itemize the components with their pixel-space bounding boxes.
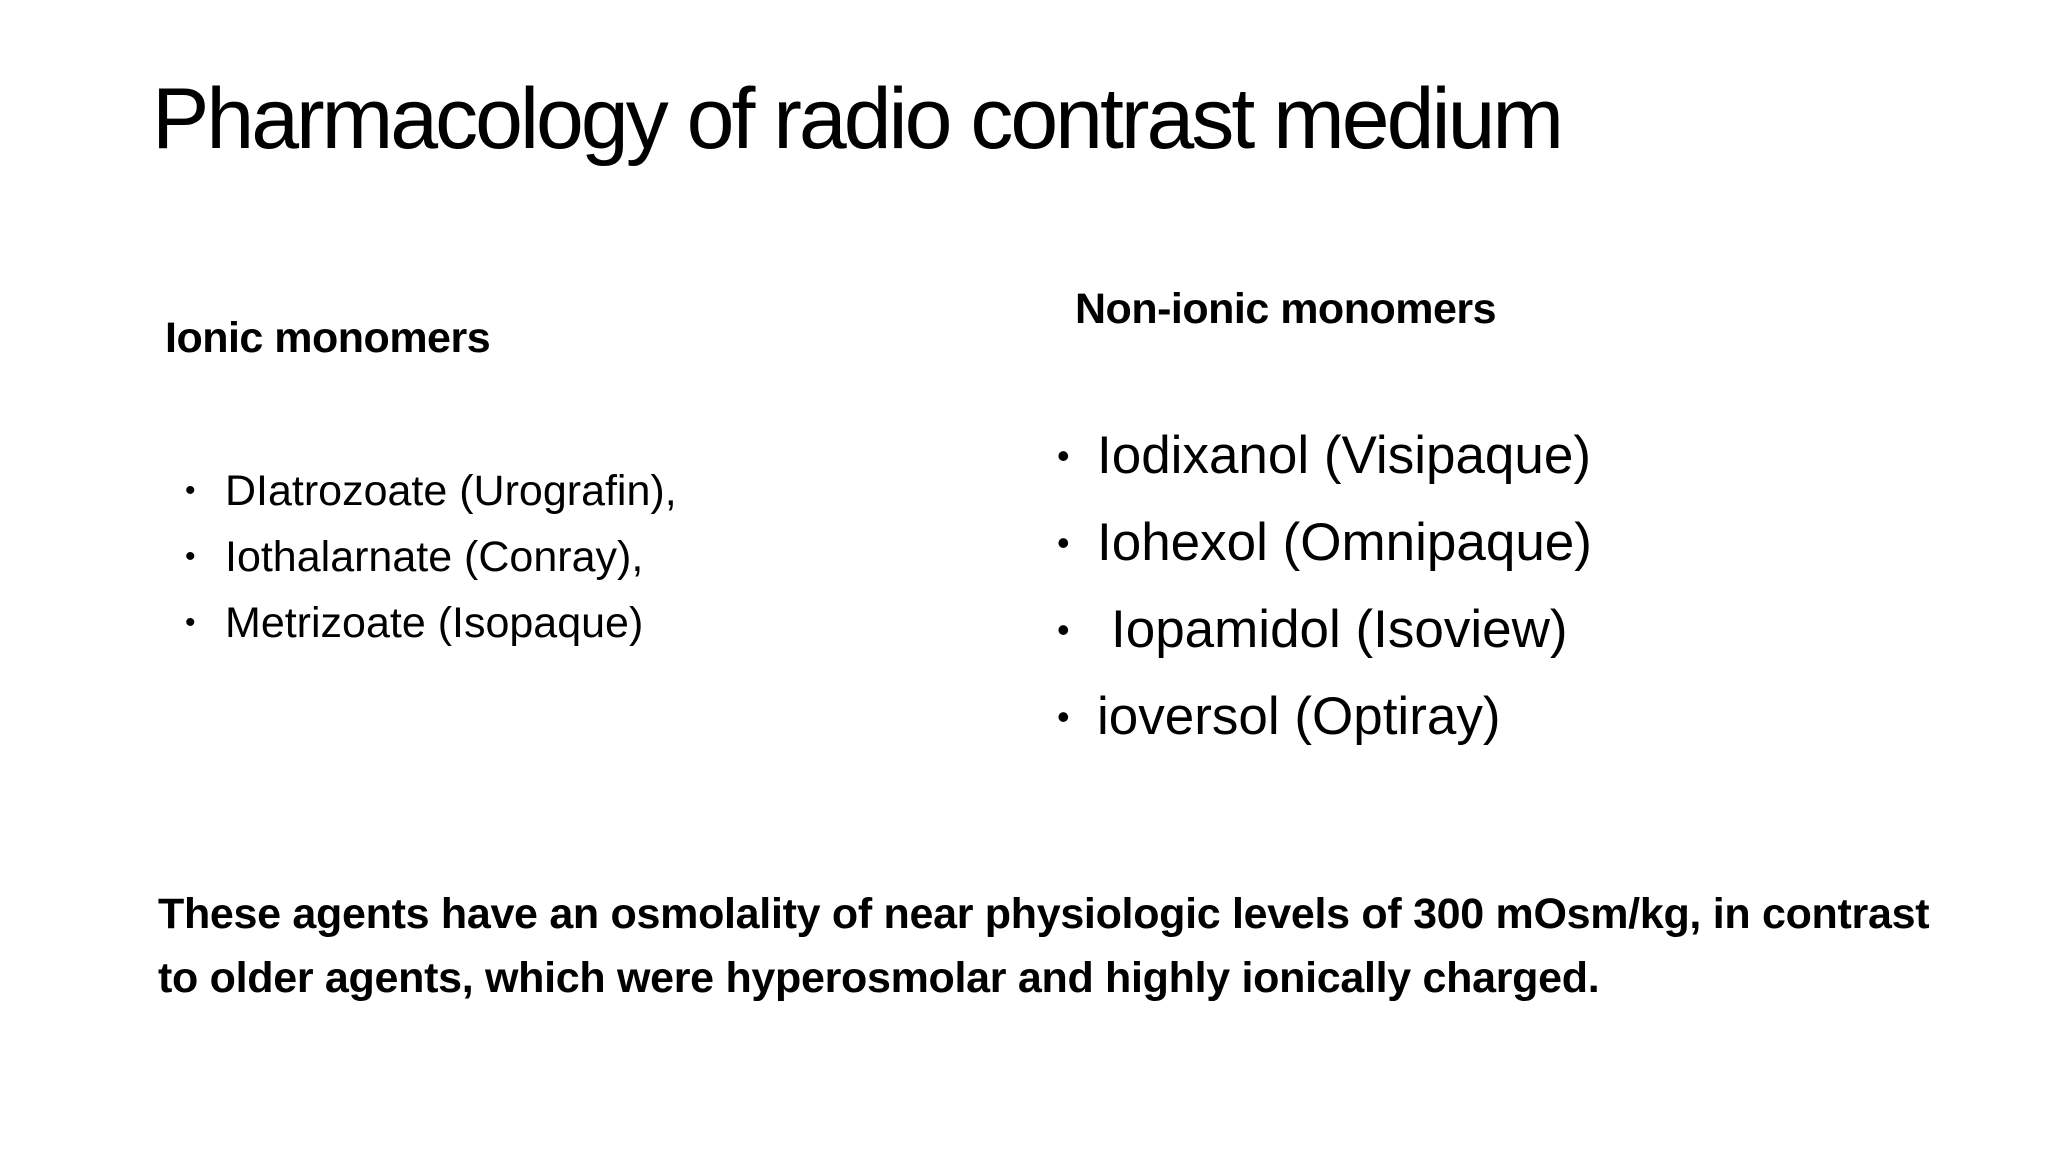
list-item-text: ioversol (Optiray)	[1097, 687, 1501, 746]
list-item	[1057, 673, 1592, 760]
list-item-text: Iohexol (Omnipaque)	[1097, 513, 1592, 572]
bullet-icon: •	[1057, 609, 1070, 650]
ionic-monomers-heading: Ionic monomers	[165, 314, 491, 362]
bullet-icon: •	[185, 474, 196, 507]
ionic-monomers-list	[185, 458, 677, 656]
osmolality-note: These agents have an osmolality of near physiologic levels of 300 mOsm/kg, in contrast to older agents, which were hyperosmolar and highly ionically charged.	[158, 890, 1930, 1002]
non-ionic-monomers-list	[1057, 412, 1592, 760]
list-item-text: Iothalarnate (Conray),	[225, 533, 644, 581]
bullet-icon: •	[1057, 522, 1070, 563]
list-item	[185, 524, 677, 590]
bullet-icon: •	[185, 540, 196, 573]
list-item	[1057, 499, 1592, 586]
bullet-icon: •	[1057, 696, 1070, 737]
list-item	[1057, 412, 1592, 499]
non-ionic-monomers-heading: Non-ionic monomers	[1075, 285, 1497, 333]
list-item-text: Iopamidol (Isoview)	[1111, 600, 1568, 659]
bullet-icon: •	[185, 606, 196, 639]
slide-title: Pharmacology of radio contrast medium	[152, 71, 1562, 167]
list-item-text: DIatrozoate (Urografin),	[225, 467, 677, 515]
list-item-text: Iodixanol (Visipaque)	[1097, 426, 1592, 485]
list-item	[185, 590, 677, 656]
list-item	[1057, 586, 1592, 673]
list-item	[185, 458, 677, 524]
bullet-icon: •	[1057, 435, 1070, 476]
list-item-text: Metrizoate (Isopaque)	[225, 599, 644, 647]
